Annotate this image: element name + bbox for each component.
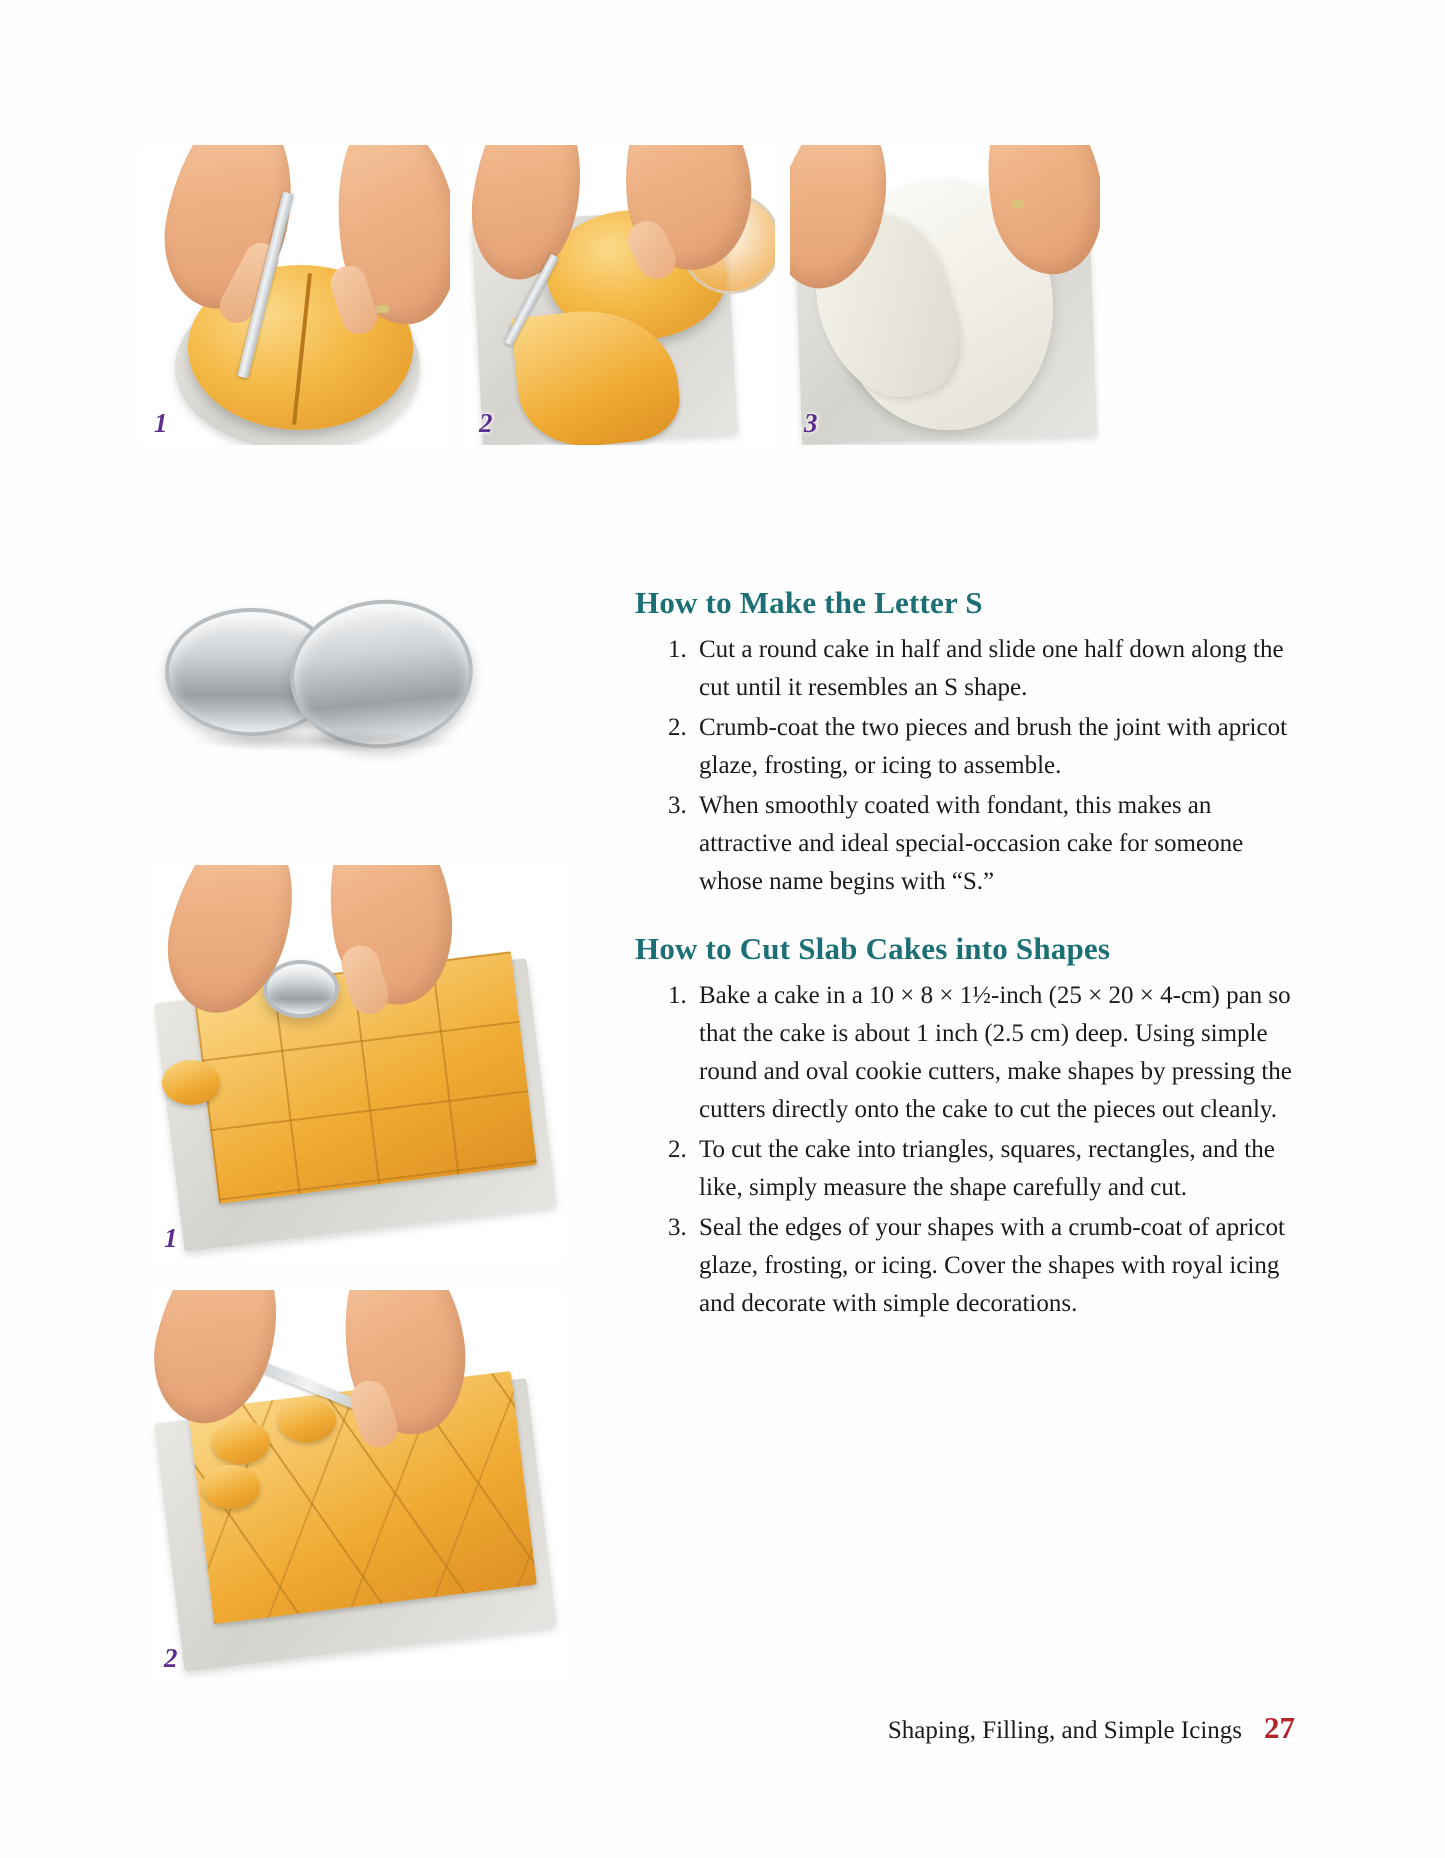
step-item: 1. Bake a cake in a 10 × 8 × 1½-inch (25 × 20 × 4-cm) pan so that the cake is about 1 inch (2.5 cm) deep. Using simple round and oval cookie cutters, make shapes by pressing the cutters directly onto the cake to cut the pieces out cleanly. (693, 977, 1295, 1129)
photo-scene (790, 145, 1100, 445)
photo-scene (150, 1290, 565, 1680)
instructions-column (635, 585, 1295, 1325)
steps-list-slab-shapes (635, 977, 1295, 1323)
round-piece-c (202, 1465, 260, 1509)
photo-drape-fondant (790, 145, 1100, 445)
step-item: 2. Crumb-coat the two pieces and brush the joint with apricot glaze, frosting, or icing to assemble. (693, 709, 1295, 785)
photo-step-number: 3 (804, 408, 818, 438)
round-piece-a (212, 1420, 270, 1464)
photo-cookie-cutters (155, 590, 495, 780)
section-slab-shapes (635, 931, 1295, 1323)
page-number: 27 (1264, 1710, 1295, 1745)
photo-scene (140, 145, 450, 445)
section-title-letter-s: How to Make the Letter S (635, 585, 983, 620)
section-title-slab-shapes: How to Cut Slab Cakes into Shapes (635, 931, 1111, 966)
photo-brush-glaze (465, 145, 775, 445)
step-item: 1. Cut a round cake in half and slide one half down along the cut until it resembles an S shape. (693, 631, 1295, 707)
photo-step-number: 1 (154, 408, 168, 438)
photo-scene (465, 145, 775, 445)
step-item: 3. Seal the edges of your shapes with a crumb-coat of apricot glaze, frosting, or icing. Cover the shapes with royal icing and decorate with simple decorations. (693, 1209, 1295, 1323)
round-piece-b (278, 1398, 336, 1442)
ring-jewelry-icon (1012, 200, 1024, 208)
step-item: 2. To cut the cake into triangles, squares, rectangles, and the like, simply measure the shape carefully and cut. (693, 1131, 1295, 1207)
cut-round-piece (162, 1060, 220, 1105)
step-item: 3. When smoothly coated with fondant, this makes an attractive and ideal special-occasion cake for someone whose name begins with “S.” (693, 787, 1295, 901)
photo-cut-cake-in-half (140, 145, 450, 445)
page-footer (888, 1710, 1295, 1746)
photo-step-number: 1 (164, 1223, 178, 1253)
photo-press-cutters (150, 865, 565, 1260)
cutter-shadow (185, 730, 465, 752)
footer-chapter-title: Shaping, Filling, and Simple Icings (887, 1717, 1242, 1744)
photo-step-number: 2 (479, 408, 493, 438)
steps-list-letter-s (635, 631, 1295, 901)
photo-cut-triangles (150, 1290, 565, 1680)
photo-step-number: 2 (164, 1643, 178, 1673)
section-letter-s (635, 585, 1295, 901)
top-photo-strip (140, 145, 1100, 445)
photo-scene (150, 865, 565, 1260)
ring-jewelry-icon (376, 305, 389, 313)
